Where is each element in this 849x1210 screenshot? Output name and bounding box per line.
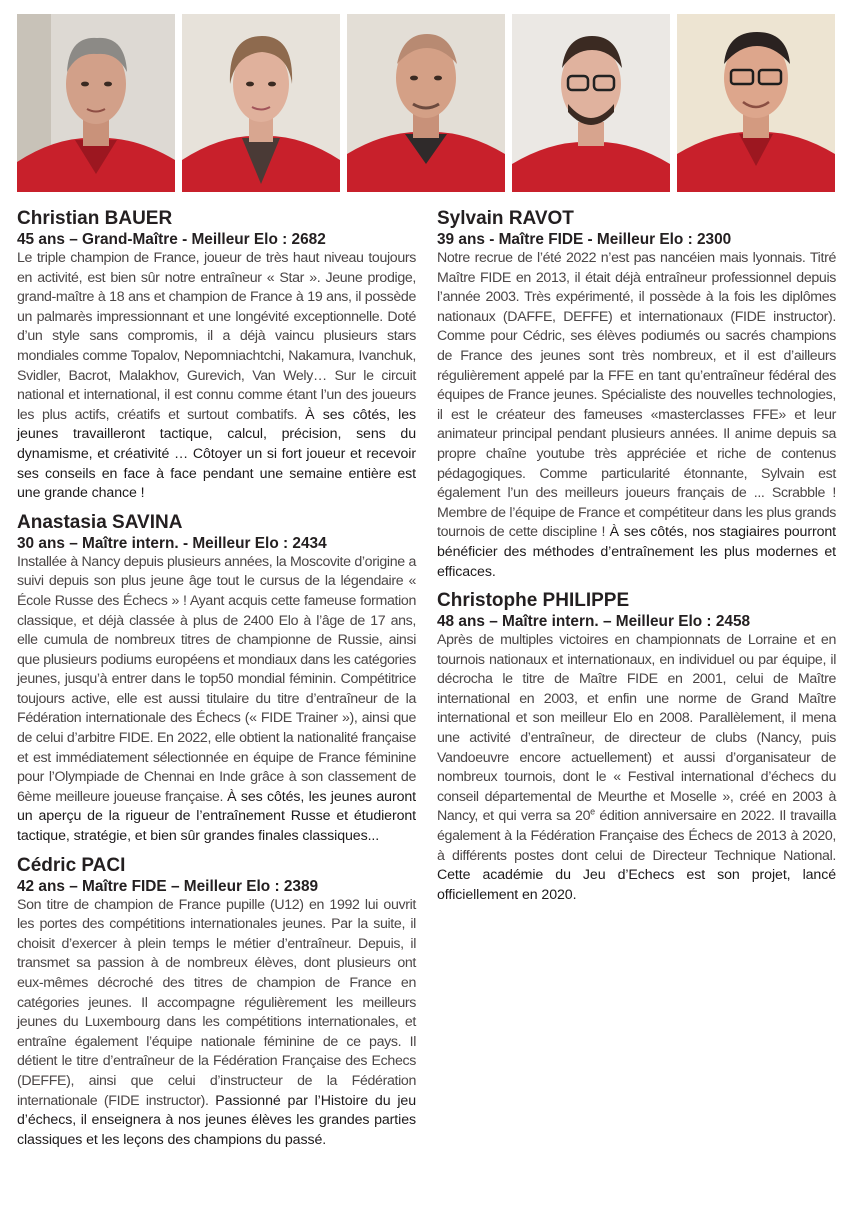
coach-name: Christian BAUER: [17, 208, 173, 229]
coach-meta: 42 ans – Maître FIDE – Meilleur Elo : 2389: [17, 877, 319, 895]
description-highlight: À ses côtés, les jeunes auront un aperçu de la rigueur de l’entraînement Russe et étudieront tactique, stratégie, et bien sûr grandes finales classiques...: [17, 788, 416, 845]
coach-description: [17, 553, 416, 847]
coach-name: Christophe PHILIPPE: [437, 590, 630, 612]
portrait-image: [677, 14, 835, 192]
description-highlight: Cette académie du Jeu d’Echecs est son projet, lancé officiellement en 2020.: [437, 867, 836, 903]
description-text: Son titre de champion de France pupille (U12) en 1992 lui ouvrit les portes des compétitions internationales jeunes. Par la suite, il choisit d’exercer à plein temps le métier d’entraîneur. Depuis, il transmet sa passion à de nombreux élèves, dont plusieurs ont eux-mêmes décroché des titres de champion de France en catégories jeunes. Il accompagne régulièrement les meilleurs jeunes du Luxembourg dans les compétitions internationales, et entraîne également l’équipe nationale féminine de ce pays. Il détient le titre d’entraîneur de la Fédération Française des Echecs (DEFFE), ainsi que celui d’instructeur de la Fédération internationale (FIDE instructor).: [17, 896, 416, 1109]
right-column: [437, 208, 836, 913]
coach-name: Anastasia SAVINA: [17, 511, 183, 533]
coach-description: [17, 896, 416, 1151]
description-text: Notre recrue de l’été 2022 n’est pas nancéien mais lyonnais. Titré Maître FIDE en 2013, il était déjà entraîneur professionnel depuis l’année 2003. Très expérimenté, il possède à la fois les diplômes nationaux (DAFFE, DEFFE) et internationaux (FIDE instructor). Comme pour Cédric, ses élèves podiumés ou sacrés champions de France des jeunes sont très nombreux, et il est d’ailleurs régulièrement appelé par la FFE en tant qu’entraîneur fédéral des équipes de France jeunes. Spécialiste des nouvelles technologies, il est le créateur des fameuses «masterclasses FFE» et leur animateur principal pendant plusieurs années. Il anime depuis sa propre chaîne youtube très appréciée et riche de contenus pédagogiques. Comme particularité étonnante, Sylvain est également l’un des meilleurs joueurs français de ... Scrabble ! Membre de l’équipe de France et compétiteur dans les plus grands tournois de cette discipline !: [437, 250, 836, 541]
coach-photo-strip: [17, 14, 837, 192]
portrait-image: [347, 14, 505, 192]
photo-anastasia-savina: [182, 14, 340, 192]
portrait-image: [17, 14, 175, 192]
photo-cedric-paci: [347, 14, 505, 192]
coach-description: [17, 249, 416, 504]
description-text: Installée à Nancy depuis plusieurs années, la Moscovite d’origine a suivi depuis son plus jeune âge tout le cursus de la légendaire « École Russe des Échecs » ! Ayant acquis cette fameuse formation classique, et déjà classée à plus de 2400 Elo à l’âge de 17 ans, elle cumula de nombreux titres de championne de Russie, ainsi que plusieurs podiums européens et mondiaux dans les catégories jeunes, jusqu’à entrer dans le top50 mondial féminin. Compétitrice toujours active, elle est aussi titulaire du titre d’entraîneur de la Fédération internationale des Échecs (« FIDE Trainer »), ainsi que de celui d’arbitre FIDE. En 2022, elle obtient la nationalité française et est immédiatement sélectionnée en équipe de France féminine pour l’Olympiade de Chennai en Inde grâce à son classement de 6ème meilleure joueuse française.: [17, 553, 416, 805]
bio-christophe-philippe: [437, 590, 836, 905]
coach-meta: 45 ans – Grand-Maître - Meilleur Elo : 2682: [17, 231, 326, 248]
portrait-image: [182, 14, 340, 192]
coach-description: [437, 249, 836, 582]
left-column: [17, 208, 416, 1158]
coach-meta: 48 ans – Maître intern. – Meilleur Elo : 2458: [437, 613, 751, 631]
coach-meta: 39 ans - Maître FIDE - Meilleur Elo : 2300: [437, 231, 732, 248]
portrait-image: [512, 14, 670, 192]
photo-christian-bauer: [17, 14, 175, 192]
bio-sylvain-ravot: [437, 208, 836, 582]
description-text: Après de multiples victoires en championnats de Lorraine et en tournois nationaux et internationaux, en individuel ou par équipe, il décrocha le titre de Maître FIDE en 2001, celui de Maître international en 2003, et enfin une norme de Grand Maître international et son meilleur Elo en 2008. Parallèlement, il mena une activité d’entraîneur, de directeur de clubs (Nancy, puis Vandoeuvre encore actuellement) et aussi d’organisateur de nombreux tournois, dont le « Festival international d’échecs du conseil départemental de Meurthe et Moselle », créé en 2003 à Nancy, et qui verra sa 20: [437, 632, 836, 825]
photo-christophe-philippe: [677, 14, 835, 192]
description-highlight: À ses côtés, nos stagiaires pourront bénéficier des méthodes d’entraînement les plus modernes et efficaces.: [437, 524, 836, 580]
description-text: édition anniversaire en 2022. Il travailla également à la Fédération Française des Échecs de 2013 à 2020, à différents postes dont celui de Directeur Technique National.: [437, 808, 836, 864]
bio-anastasia-savina: [17, 512, 416, 847]
bio-cedric-paci: [17, 855, 416, 1151]
coach-name: Cédric PACI: [17, 854, 126, 876]
coach-name: Sylvain RAVOT: [437, 208, 574, 229]
superscript: e: [590, 806, 595, 817]
photo-sylvain-ravot: [512, 14, 670, 192]
description-highlight: Passionné par l’Histoire du jeu d’échecs, il enseignera à nos jeunes élèves les grandes parties classiques et les leçons des champions du passé.: [17, 1092, 416, 1148]
description-text: Le triple champion de France, joueur de très haut niveau toujours en activité, est bien sûr notre entraîneur « Star ». Jeune prodige, grand-maître à 18 ans et champion de France à 19 ans, il possède un palmarès impressionnant et une longévité exceptionnelle. Doté d’un style sans compromis, il a déjà vaincu plusieurs stars mondiales comme Topalov, Nepomniachtchi, Nakamura, Ivanchuk, Svidler, Bacrot, Malakhov, Gurevich, Van Wely… Sur le circuit national et international, il est connu comme étant l’un des joueurs les plus actifs, créatifs et surtout combatifs.: [17, 250, 416, 423]
bio-christian-bauer: [17, 208, 416, 504]
coach-meta: 30 ans – Maître intern. - Meilleur Elo : 2434: [17, 534, 327, 552]
coach-description: [437, 631, 836, 905]
description-highlight: À ses côtés, les jeunes travailleront tactique, calcul, précision, sens du dynamisme, et créativité … Côtoyer un si fort joueur et recevoir ses conseils en face à face pendant une semaine entière est une grande chance !: [17, 406, 416, 502]
